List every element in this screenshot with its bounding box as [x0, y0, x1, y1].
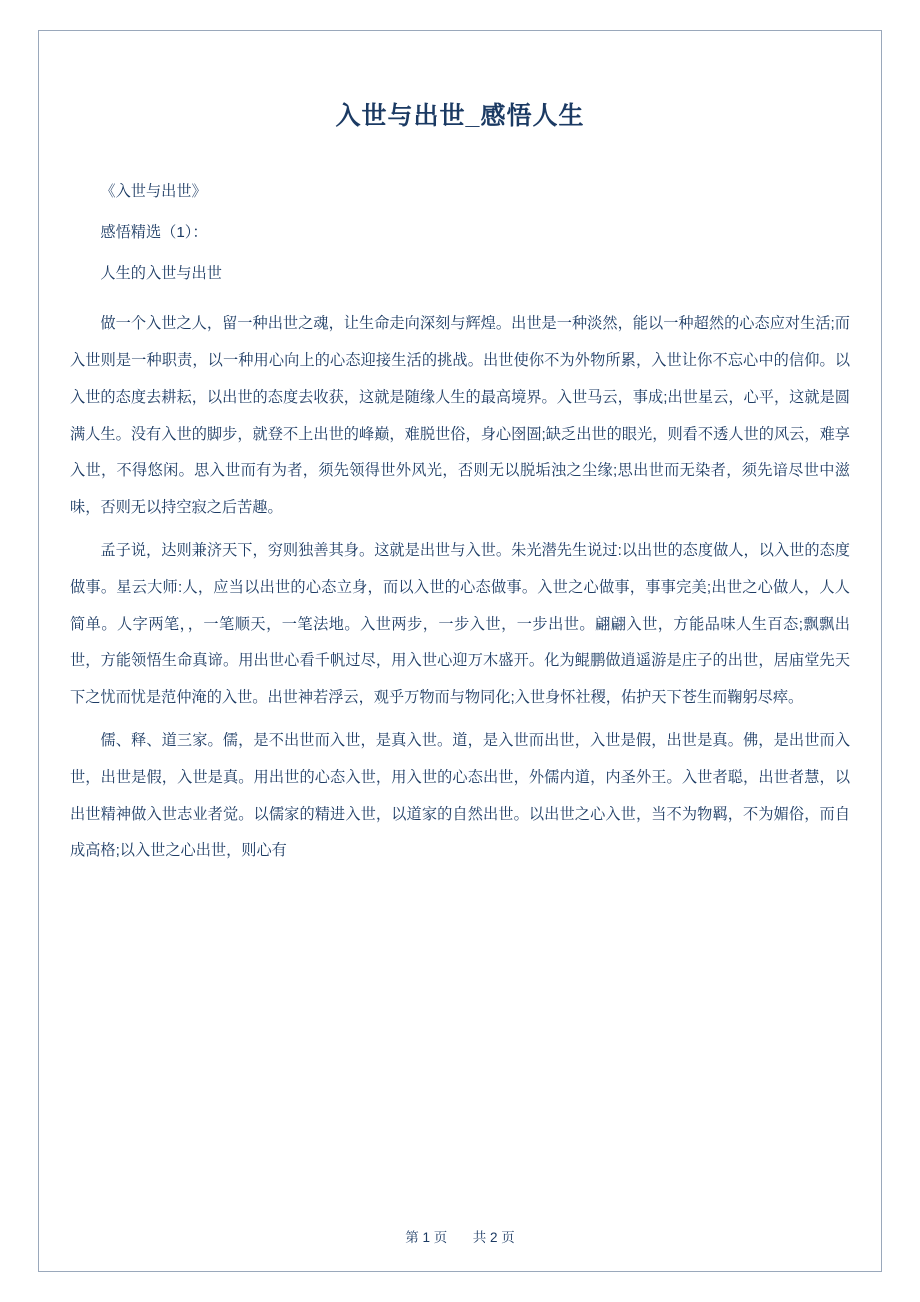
page-title: 入世与出世_感悟人生	[335, 102, 585, 130]
footer-current-page: 第 1 页	[405, 1230, 448, 1245]
document-subtitle-line-2: 感悟精选（1）：	[100, 223, 208, 241]
document-content	[70, 96, 850, 876]
page-footer	[0, 1226, 920, 1246]
document-paragraph: 做一个入世之人，留一种出世之魂，让生命走向深刻与辉煌。出世是一种淡然，能以一种超然的心态应对生活;而入世则是一种职责，以一种用心向上的心态迎接生活的挑战。出世使你不为外物所累，入世让你不忘心中的信仰。以入世的态度去耕耘，以出世的态度去收获，这就是随缘人生的最高境界。入世马云，事成;出世星云，心平，这就是圆满人生。没有入世的脚步，就登不上出世的峰巅，难脱世俗，身心囹圄;缺乏出世的眼光，则看不透人世的风云，难享入世，不得悠闲。思入世而有为者，须先领得世外风光，否则无以脱垢浊之尘缘;思出世而无染者，须先谙尽世中滋味，否则无以持空寂之后苦趣。	[70, 315, 850, 517]
paragraph-spacer	[70, 296, 850, 306]
document-subtitle-line-3: 人生的入世与出世	[100, 264, 222, 282]
document-paragraph: 孟子说，达则兼济天下，穷则独善其身。这就是出世与入世。朱光潜先生说过:以出世的态度做人，以入世的态度做事。星云大师:人，应当以出世的心态立身，而以入世的心态做事。入世之心做事，事事完美;出世之心做人，人人简单。人字两笔，，一笔顺天，一笔法地。入世两步，一步入世，一步出世。翩翩入世，方能品味人生百态;飘飘出世，方能领悟生命真谛。用出世心看千帆过尽，用入世心迎万木盛开。化为鲲鹏做逍遥游是庄子的出世，居庙堂先天下之忧而忧是范仲淹的入世。出世神若浮云，观乎万物而与物同化;入世身怀社稷，佑护天下苍生而鞠躬尽瘁。	[70, 542, 850, 707]
document-subtitle-line-1: 《入世与出世》	[100, 183, 207, 200]
document-paragraph: 儒、释、道三家。儒，是不出世而入世，是真入世。道，是入世而出世，入世是假，出世是真。佛，是出世而入世，出世是假，入世是真。用出世的心态入世，用入世的心态出世，外儒内道，内圣外王。入世者聪，出世者慧，以出世精神做入世志业者觉。以儒家的精进入世，以道家的自然出世。以出世之心入世，当不为物羁，不为媚俗，而自成高格;以入世之心出世，则心有	[70, 731, 850, 860]
footer-total-pages: 共 2 页	[472, 1230, 515, 1245]
